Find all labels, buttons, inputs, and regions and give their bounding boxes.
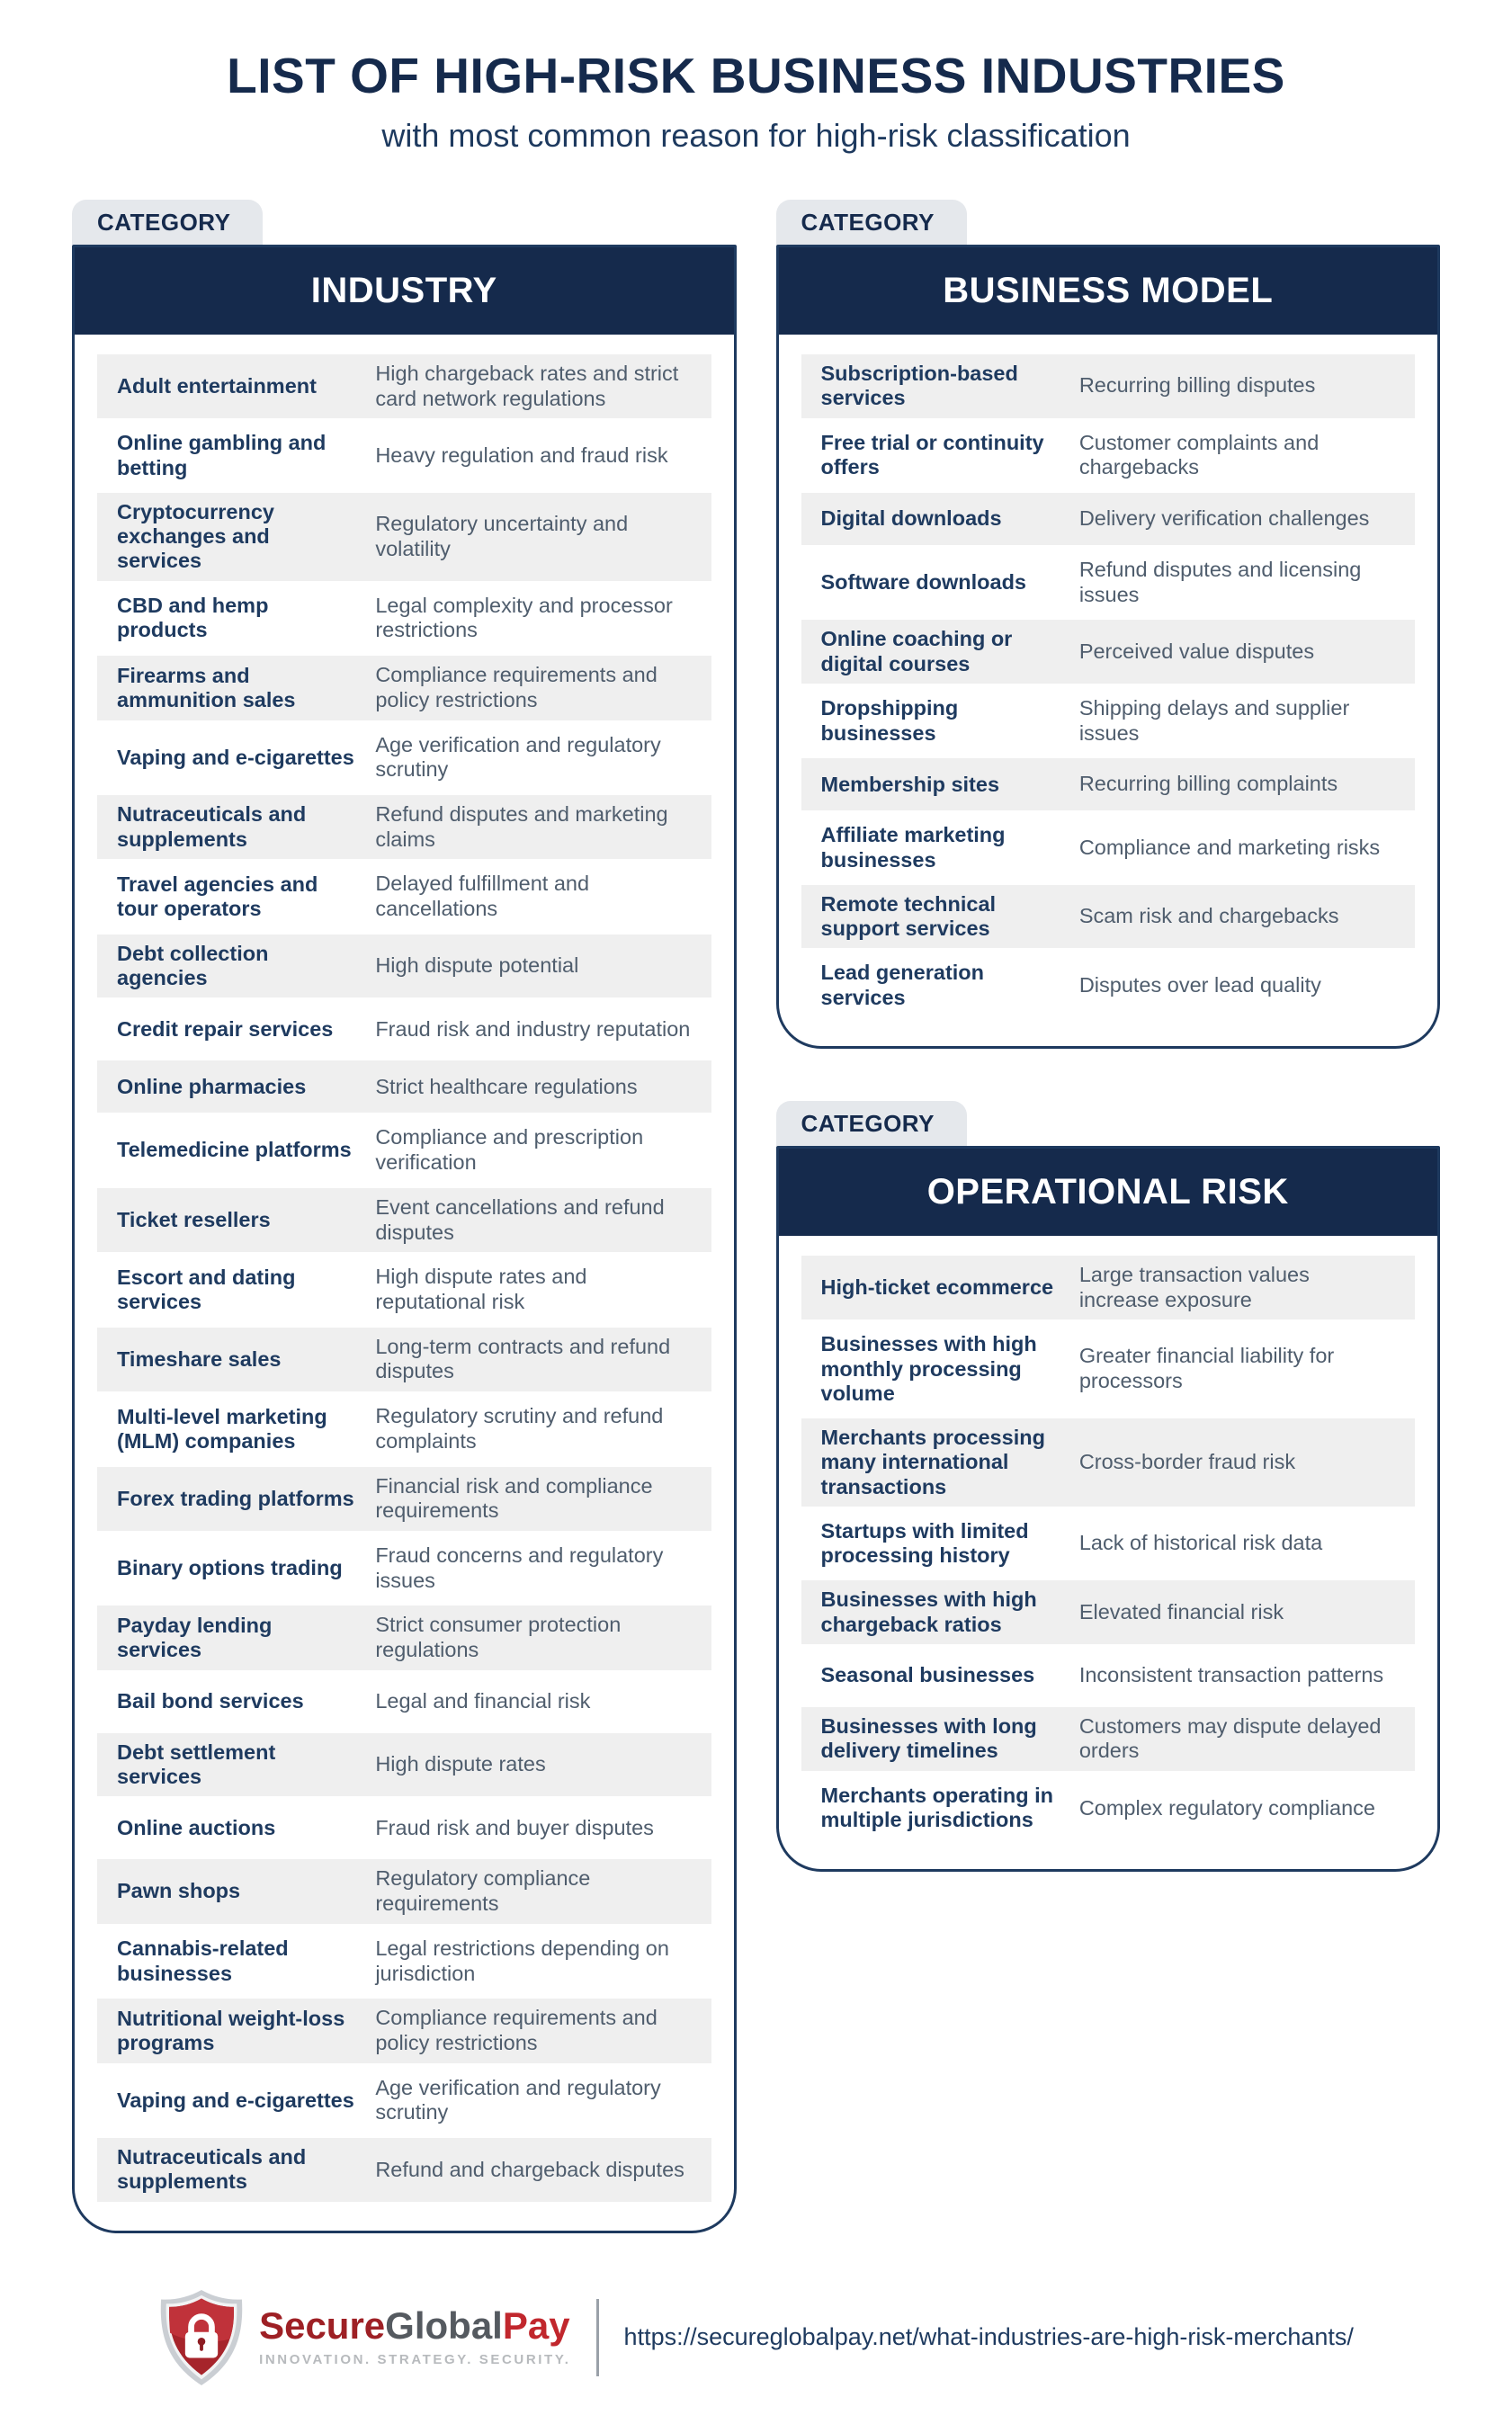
item-reason: High dispute rates and reputational risk — [375, 1265, 587, 1313]
list-item — [97, 1929, 711, 1993]
item-name: Subscription-based services — [820, 362, 1018, 410]
item-name: Vaping and e-cigarettes — [117, 2088, 354, 2112]
item-name: Firearms and ammunition sales — [117, 663, 296, 711]
list-item — [97, 424, 711, 487]
item-name: Nutraceuticals and supplements — [117, 2145, 307, 2194]
footer-divider — [596, 2299, 599, 2376]
list-item — [97, 354, 711, 418]
secureglobalpay-logo — [158, 2289, 570, 2386]
item-reason: Recurring billing complaints — [1078, 772, 1338, 796]
item-name: Nutritional weight-loss programs — [117, 2006, 345, 2054]
item-name: Online auctions — [117, 1815, 276, 1839]
item-reason: Legal complexity and processor restrictions — [375, 593, 673, 642]
list-item — [97, 1328, 711, 1391]
item-name: Lead generation services — [820, 961, 985, 1009]
item-reason: Compliance requirements and policy restrictions — [375, 663, 658, 711]
category-card-operational-risk — [776, 1101, 1441, 1872]
item-name: Debt settlement services — [117, 1740, 276, 1789]
list-item — [801, 550, 1416, 614]
item-name: Ticket resellers — [117, 1207, 271, 1231]
list-item — [97, 656, 711, 720]
shield-lock-icon — [158, 2289, 245, 2386]
card-title-operational-risk: OPERATIONAL RISK — [779, 1149, 1438, 1236]
item-name: Affiliate marketing businesses — [820, 823, 1006, 872]
item-reason: Refund and chargeback disputes — [375, 2157, 684, 2181]
item-reason: Event cancellations and refund disputes — [375, 1194, 665, 1244]
item-name: Digital downloads — [820, 506, 1002, 531]
item-name: Travel agencies and tour operators — [117, 872, 318, 921]
item-name: Vaping and e-cigarettes — [117, 745, 354, 769]
list-item — [801, 354, 1416, 418]
list-item — [97, 1859, 711, 1923]
list-item — [801, 1707, 1416, 1771]
category-tab — [72, 200, 263, 245]
brand-text-block — [259, 2304, 571, 2368]
item-name: Binary options trading — [117, 1556, 343, 1580]
card-body-operational-risk — [779, 1236, 1438, 1869]
item-name: Adult entertainment — [117, 374, 317, 398]
item-reason: Long-term contracts and refund disputes — [375, 1334, 671, 1383]
list-item — [97, 1733, 711, 1797]
list-item — [97, 1118, 711, 1182]
item-reason: Financial risk and compliance requirements — [375, 1473, 653, 1523]
item-name: Bail bond services — [117, 1689, 304, 1713]
list-item — [801, 1256, 1416, 1319]
item-reason: Recurring billing disputes — [1078, 373, 1316, 398]
list-item — [97, 864, 711, 928]
card-title-industry: INDUSTRY — [75, 247, 734, 335]
category-tab-label: CATEGORY — [801, 209, 935, 236]
list-item — [97, 1467, 711, 1531]
item-name: Free trial or continuity offers — [820, 430, 1044, 479]
item-name: Software downloads — [820, 570, 1026, 595]
item-reason: Cross-border fraud risk — [1078, 1450, 1296, 1474]
item-reason: Scam risk and chargebacks — [1078, 904, 1339, 928]
item-name: Online pharmacies — [117, 1074, 307, 1098]
item-reason: Fraud risk and industry reputation — [375, 1016, 691, 1041]
item-name: Merchants operating in multiple jurisdictions — [820, 1784, 1054, 1832]
page-header — [0, 0, 1512, 155]
item-reason: Lack of historical risk data — [1078, 1531, 1323, 1555]
item-name: Forex trading platforms — [117, 1486, 354, 1510]
card-body-business-model — [779, 335, 1438, 1046]
item-name: Pawn shops — [117, 1879, 241, 1903]
list-item — [97, 726, 711, 790]
list-item — [97, 1999, 711, 2062]
right-column — [776, 200, 1441, 1872]
item-name: Dropshipping businesses — [820, 696, 959, 745]
item-reason: Compliance and prescription verification — [375, 1125, 644, 1175]
list-item — [801, 816, 1416, 880]
item-name: High-ticket ecommerce — [820, 1275, 1054, 1299]
list-item — [97, 1003, 711, 1055]
category-card-industry — [72, 200, 737, 2233]
item-name: Startups with limited processing history — [820, 1518, 1029, 1567]
left-column — [72, 200, 737, 2233]
brand-tagline: INNOVATION. STRATEGY. SECURITY. — [259, 2352, 571, 2368]
page-footer — [0, 2289, 1512, 2386]
item-reason: Regulatory scrutiny and refund complaints — [375, 1404, 664, 1453]
list-item — [97, 795, 711, 859]
list-item — [97, 1606, 711, 1669]
brand-part-global: Global — [385, 2304, 503, 2348]
category-card-business-model — [776, 200, 1441, 1049]
list-item — [97, 1257, 711, 1321]
item-name: CBD and hemp products — [117, 594, 269, 642]
category-tab-label: CATEGORY — [97, 209, 231, 236]
category-tab — [776, 1101, 967, 1146]
item-name: Payday lending services — [117, 1613, 273, 1662]
item-reason: Perceived value disputes — [1078, 639, 1315, 663]
list-item — [801, 424, 1416, 487]
list-item — [801, 758, 1416, 810]
card-box-industry — [72, 245, 737, 2233]
item-reason: Refund disputes and licensing issues — [1078, 557, 1362, 606]
list-item — [97, 493, 711, 581]
item-reason: Inconsistent transaction patterns — [1078, 1662, 1384, 1686]
card-body-industry — [75, 335, 734, 2231]
item-reason: Refund disputes and marketing claims — [375, 802, 668, 851]
list-item — [97, 1397, 711, 1461]
item-reason: Compliance and marketing risks — [1078, 835, 1381, 859]
brand-part-pay: Pay — [502, 2304, 570, 2348]
item-name: Online gambling and betting — [117, 431, 327, 479]
list-item — [97, 1060, 711, 1113]
item-name: Businesses with high chargeback ratios — [820, 1588, 1037, 1636]
item-reason: High dispute potential — [375, 953, 579, 978]
card-box-operational-risk — [776, 1146, 1441, 1872]
item-name: Debt collection agencies — [117, 941, 269, 990]
item-reason: Compliance requirements and policy restrictions — [375, 2006, 658, 2054]
page-subtitle: with most common reason for high-risk classification — [381, 117, 1131, 154]
item-reason: Complex regulatory compliance — [1078, 1795, 1375, 1820]
list-item — [801, 953, 1416, 1017]
category-tab-label: CATEGORY — [801, 1109, 935, 1137]
item-reason: Greater financial liability for processors — [1078, 1344, 1335, 1393]
item-reason: Age verification and regulatory scrutiny — [375, 732, 661, 782]
item-name: Merchants processing many international transactions — [820, 1426, 1045, 1498]
list-item — [801, 1325, 1416, 1413]
item-reason: Delayed fulfillment and cancellations — [375, 872, 590, 921]
content-columns — [0, 200, 1512, 2233]
item-name: Businesses with long delivery timelines — [820, 1714, 1037, 1763]
item-reason: Shipping delays and supplier issues — [1078, 695, 1350, 745]
item-reason: Fraud concerns and regulatory issues — [375, 1543, 664, 1592]
list-item — [97, 2069, 711, 2133]
item-reason: Strict consumer protection regulations — [375, 1613, 622, 1662]
item-reason: High dispute rates — [375, 1752, 546, 1776]
item-reason: Age verification and regulatory scrutiny — [375, 2075, 661, 2124]
list-item — [97, 935, 711, 998]
item-reason: Heavy regulation and fraud risk — [375, 443, 668, 467]
item-reason: Fraud risk and buyer disputes — [375, 1815, 654, 1839]
list-item — [97, 1188, 711, 1252]
item-name: Businesses with high monthly processing volume — [820, 1332, 1037, 1405]
list-item — [801, 885, 1416, 949]
list-item — [801, 1418, 1416, 1507]
list-item — [97, 1536, 711, 1600]
item-reason: Disputes over lead quality — [1078, 972, 1321, 997]
item-name: Nutraceuticals and supplements — [117, 802, 307, 851]
item-reason: Elevated financial risk — [1078, 1599, 1284, 1623]
list-item — [801, 493, 1416, 545]
item-name: Credit repair services — [117, 1016, 334, 1041]
item-reason: Strict healthcare regulations — [375, 1074, 638, 1098]
item-reason: Legal and financial risk — [375, 1689, 591, 1713]
item-name: Membership sites — [820, 772, 1000, 796]
item-reason: Delivery verification challenges — [1078, 506, 1370, 531]
item-reason: Customer complaints and chargebacks — [1078, 430, 1320, 479]
page-title: LIST OF HIGH-RISK BUSINESS INDUSTRIES — [227, 48, 1285, 103]
item-reason: Legal restrictions depending on jurisdiction — [375, 1936, 669, 1985]
brand-part-secure: Secure — [259, 2304, 386, 2348]
card-box-business-model — [776, 245, 1441, 1049]
brand-name — [259, 2304, 570, 2348]
list-item — [97, 586, 711, 650]
category-tab — [776, 200, 967, 245]
item-name: Cryptocurrency exchanges and services — [117, 499, 274, 573]
item-name: Cannabis-related businesses — [117, 1937, 289, 1985]
item-reason: Large transaction values increase exposure — [1078, 1262, 1310, 1311]
item-name: Seasonal businesses — [820, 1663, 1035, 1687]
list-item — [801, 1512, 1416, 1576]
item-name: Online coaching or digital courses — [820, 627, 1013, 675]
list-item — [801, 1650, 1416, 1702]
list-item — [801, 1776, 1416, 1840]
item-reason: High chargeback rates and strict card network regulations — [375, 362, 679, 410]
item-reason: Customers may dispute delayed orders — [1078, 1713, 1382, 1763]
list-item — [801, 689, 1416, 753]
card-title-business-model: BUSINESS MODEL — [779, 247, 1438, 335]
list-item — [801, 1580, 1416, 1644]
footer-url-link[interactable]: https://secureglobalpay.net/what-industries-are-high-risk-merchants/ — [623, 2323, 1354, 2351]
list-item — [97, 1802, 711, 1854]
item-name: Multi-level marketing (MLM) companies — [117, 1404, 327, 1453]
item-name: Remote technical support services — [820, 891, 997, 941]
item-reason: Regulatory compliance requirements — [375, 1866, 591, 1916]
item-reason: Regulatory uncertainty and volatility — [375, 512, 629, 560]
list-item — [801, 620, 1416, 684]
item-name: Telemedicine platforms — [117, 1138, 352, 1162]
item-name: Timeshare sales — [117, 1346, 282, 1371]
item-name: Escort and dating services — [117, 1265, 296, 1313]
list-item — [97, 1676, 711, 1728]
list-item — [97, 2138, 711, 2202]
